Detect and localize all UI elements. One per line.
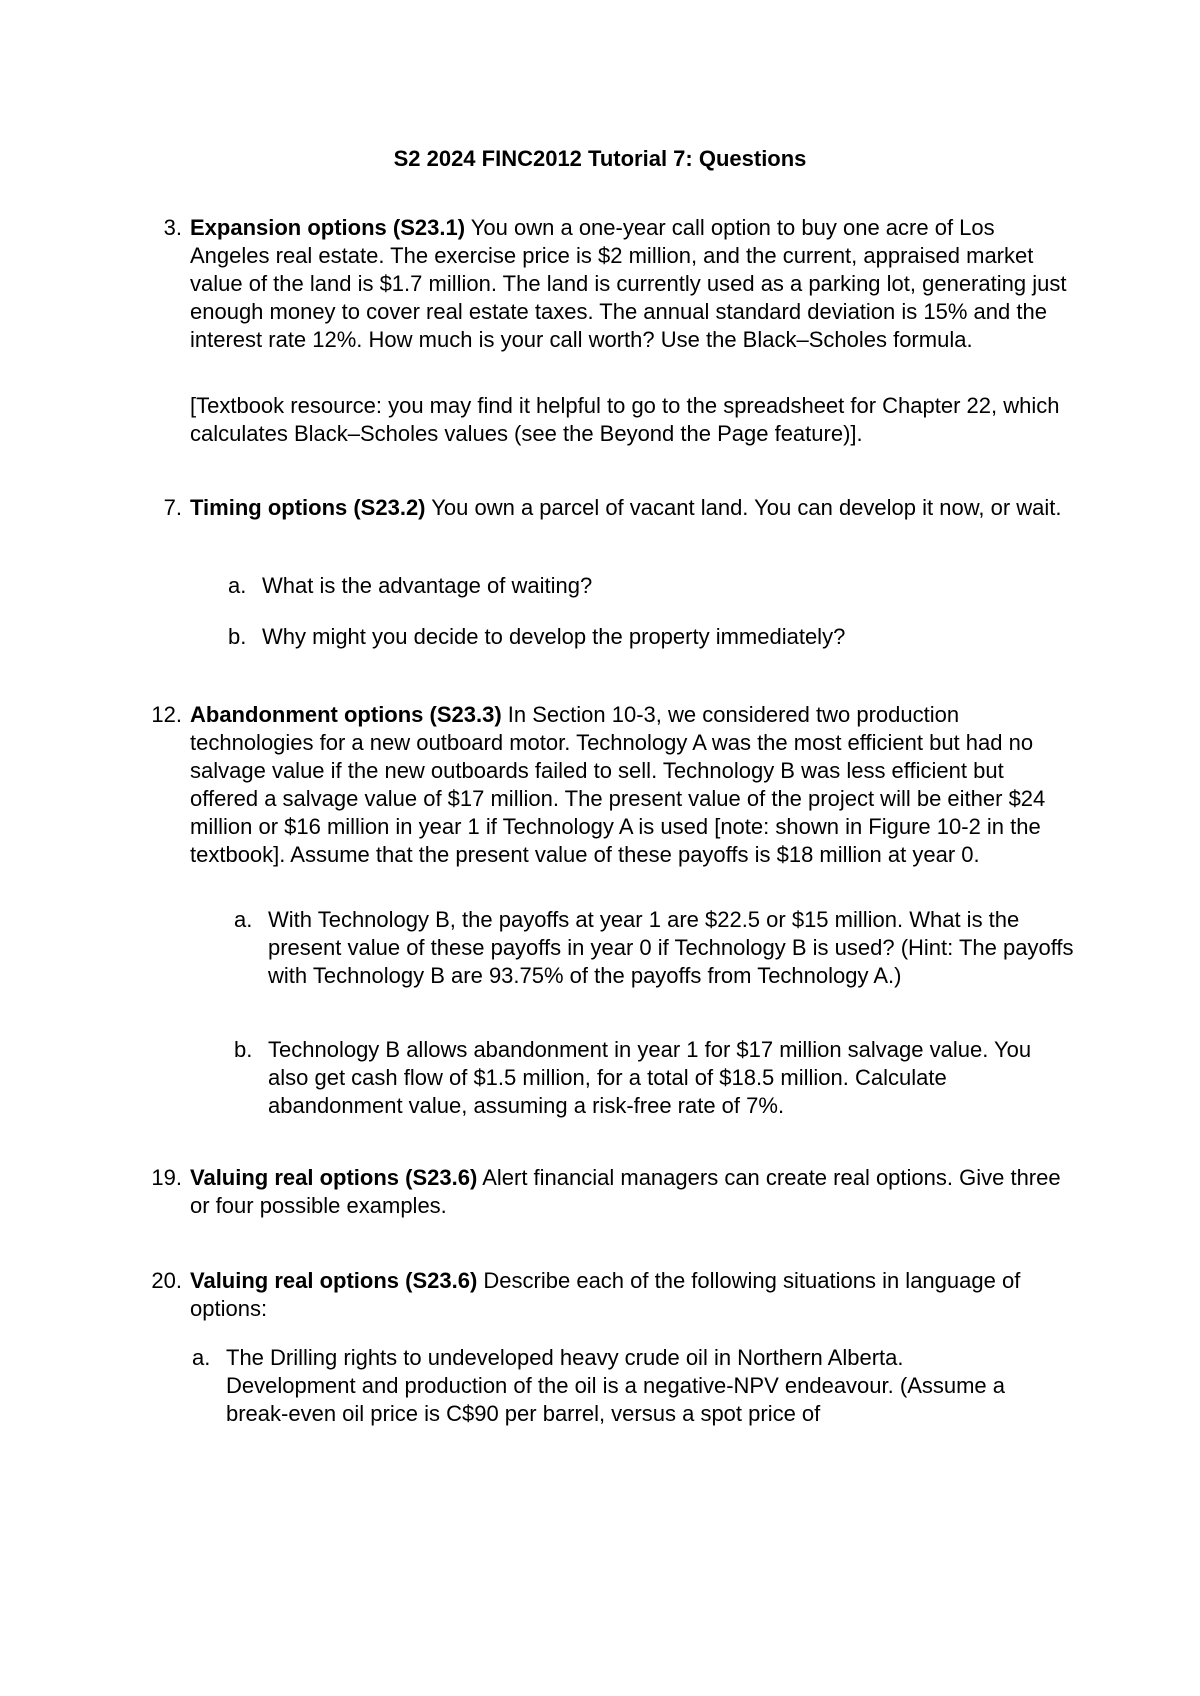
question-heading: Abandonment options (S23.3) bbox=[190, 702, 502, 727]
question-7-part-a bbox=[228, 572, 1062, 600]
part-label: a. bbox=[228, 573, 247, 598]
question-number: 20. bbox=[151, 1268, 182, 1293]
question-body bbox=[190, 214, 1070, 354]
question-number: 7. bbox=[163, 495, 182, 520]
part-label: a. bbox=[192, 1345, 211, 1370]
question-3 bbox=[163, 214, 1070, 354]
part-label: a. bbox=[234, 907, 253, 932]
part-text: What is the advantage of waiting? bbox=[262, 573, 593, 598]
question-body bbox=[190, 1267, 1070, 1323]
question-12-part-a bbox=[234, 906, 1078, 990]
question-12 bbox=[151, 701, 1070, 869]
question-body bbox=[190, 701, 1070, 869]
page-title: S2 2024 FINC2012 Tutorial 7: Questions bbox=[393, 146, 807, 171]
question-body bbox=[190, 494, 1070, 522]
question-20 bbox=[151, 1267, 1070, 1323]
question-text: You own a parcel of vacant land. You can develop it now, or wait. bbox=[425, 495, 1062, 520]
part-label: b. bbox=[234, 1037, 253, 1062]
part-text: Technology B allows abandonment in year 1 for $17 million salvage value. You also get cash flow of $1.5 million, for a total of $18.5 million. Calculate abandonment value, assuming a risk-free rate of 7%. bbox=[268, 1037, 1032, 1118]
question-text: In Section 10-3, we considered two production technologies for a new outboard motor. Technology A was the most efficient but had no salvage value if the new outboards failed to sell. Technology B was less efficient but offered a salvage value of $17 million. The present value of the project will be either $24 million or $16 million in year 1 if Technology A is used [note: shown in Figure 10-2 in the textbook]. Assume that the present value of these payoffs is $18 million at year 0. bbox=[190, 702, 1046, 867]
question-12-part-b bbox=[234, 1036, 1068, 1120]
question-text: Describe each of the following situations in language of options: bbox=[190, 1268, 1021, 1321]
textbook-note: [Textbook resource: you may find it helpful to go to the spreadsheet for Chapter 22, which calculates Black–Scholes values (see the Beyond the Page feature)]. bbox=[190, 393, 1060, 446]
question-7 bbox=[163, 494, 1070, 522]
question-heading: Timing options (S23.2) bbox=[190, 495, 426, 520]
question-20-part-a bbox=[192, 1344, 1026, 1428]
question-7-part-b bbox=[228, 623, 1062, 651]
question-heading: Expansion options (S23.1) bbox=[190, 215, 466, 240]
question-text: Alert financial managers can create real options. Give three or four possible examples. bbox=[190, 1165, 1061, 1218]
question-text: You own a one-year call option to buy one acre of Los Angeles real estate. The exercise price is $2 million, and the current, appraised market value of the land is $1.7 million. The land is currently used as a parking lot, generating just enough money to cover real estate taxes. The annual standard deviation is 15% and the interest rate 12%. How much is your call worth? Use the Black–Scholes formula. bbox=[190, 215, 1067, 352]
part-text: Why might you decide to develop the property immediately? bbox=[262, 624, 846, 649]
part-text: With Technology B, the payoffs at year 1 are $22.5 or $15 million. What is the present value of these payoffs in year 0 if Technology B is used? (Hint: The payoffs with Technology B are 93.75% of the payoffs from Technology A.) bbox=[268, 907, 1074, 988]
question-3-note bbox=[190, 392, 1070, 448]
question-body bbox=[190, 1164, 1070, 1220]
question-number: 19. bbox=[151, 1165, 182, 1190]
question-number: 3. bbox=[163, 215, 182, 240]
part-text: The Drilling rights to undeveloped heavy crude oil in Northern Alberta. Development and production of the oil is a negative-NPV endeavour. (Assume a break-even oil price is C$90 per barrel, versus a spot price of bbox=[226, 1345, 1006, 1426]
question-number: 12. bbox=[151, 702, 182, 727]
question-heading: Valuing real options (S23.6) bbox=[190, 1165, 478, 1190]
question-heading: Valuing real options (S23.6) bbox=[190, 1268, 478, 1293]
question-19 bbox=[151, 1164, 1070, 1220]
part-label: b. bbox=[228, 624, 247, 649]
